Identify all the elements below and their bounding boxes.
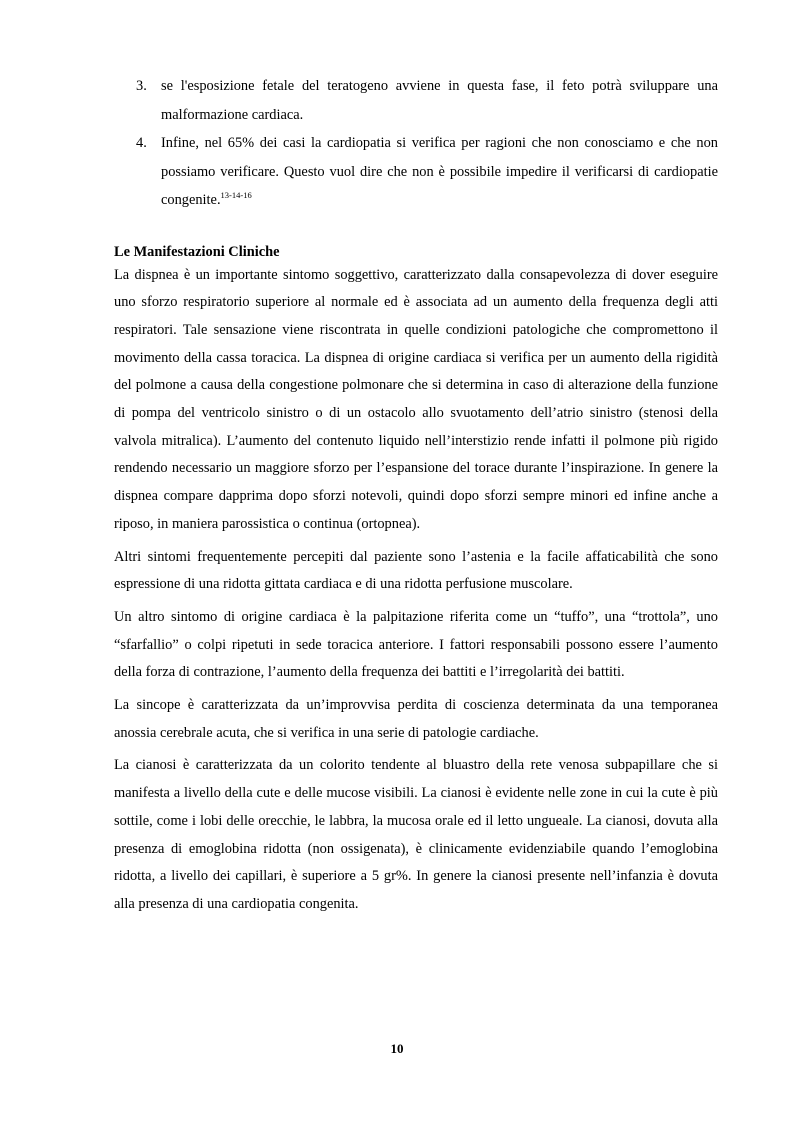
list-item — [114, 72, 718, 129]
paragraph-dispnea: La dispnea è un importante sintomo soggettivo, caratterizzato dalla consapevolezza di dover eseguire uno sforzo respiratorio superiore al normale ed è associata ad un aumento della frequenza degli atti respiratori. Tale sensazione viene riscontrata in quelle condizioni patologiche che compromettono il movimento della cassa toracica. La dispnea di origine cardiaca si verifica per un aumento della rigidità del polmone a causa della congestione polmonare che si determina in caso di alterazione della funzione di pompa del ventricolo sinistro o di un ostacolo allo svuotamento dell’atrio sinistro (stenosi della valvola mitralica). L’aumento del contenuto liquido nell’interstizio rende infatti il polmone più rigido rendendo necessario un maggiore sforzo per l’espansione del torace durante l’inspirazione. In genere la dispnea compare dapprima dopo sforzi notevoli, quindi dopo sforzi sempre minori ed infine anche a riposo, in maniera parossistica o continua (ortopnea). — [114, 266, 718, 532]
paragraph-palpitazione: Un altro sintomo di origine cardiaca è la palpitazione riferita come un “tuffo”, una “trottola”, uno “sfarfallio” o colpi ripetuti in sede toracica anteriore. I fattori responsabili possono essere l’aumento della forza di contrazione, l’aumento della frequenza dei battiti e l’irregolarità dei battiti. — [114, 608, 718, 681]
paragraph-cianosi: La cianosi è caratterizzata da un colorito tendente al bluastro della rete venosa subpapillare che si manifesta a livello della cute e delle mucose visibili. La cianosi è evidente nelle zone in cui la cute è più sottile, come i lobi delle orecchie, le labbra, la mucosa orale ed il letto ungueale. La cianosi, dovuta alla presenza di emoglobina ridotta (non ossigenata), è clinicamente evidenziabile quando l’emoglobina ridotta, a livello dei capillari, è superiore a 5 gr%. In genere la cianosi presente nell’infanzia è dovuta alla presenza di una cardiopatia congenita. — [114, 757, 718, 912]
section-heading: Le Manifestazioni Cliniche — [114, 243, 280, 260]
list-item-number: 3. — [136, 78, 147, 94]
list-item-text: se l'esposizione fetale del teratogeno avviene in questa fase, il feto potrà sviluppare una malformazione cardiaca. — [161, 78, 718, 123]
page-body — [114, 72, 718, 919]
list-item — [114, 129, 718, 215]
page-number: 10 — [390, 1041, 404, 1056]
list-item-number: 4. — [136, 135, 147, 151]
list-item-text: Infine, nel 65% dei casi la cardiopatia si verifica per ragioni che non conosciamo e che non possiamo verificare. Questo vuol dire che non è possibile impedire il verificarsi di cardiopatie congenite. — [161, 135, 718, 208]
paragraph-sincope: La sincope è caratterizzata da un’improvvisa perdita di coscienza determinata da una temporanea anossia cerebrale acuta, che si verifica in una serie di patologie cardiache. — [114, 697, 718, 741]
numbered-list — [114, 72, 718, 215]
paragraph-astenia: Altri sintomi frequentemente percepiti dal paziente sono l’astenia e la facile affaticabilità che sono espressione di una ridotta gittata cardiaca e di una ridotta perfusione muscolare. — [114, 548, 718, 593]
citation-superscript: 13-14-16 — [220, 190, 252, 200]
